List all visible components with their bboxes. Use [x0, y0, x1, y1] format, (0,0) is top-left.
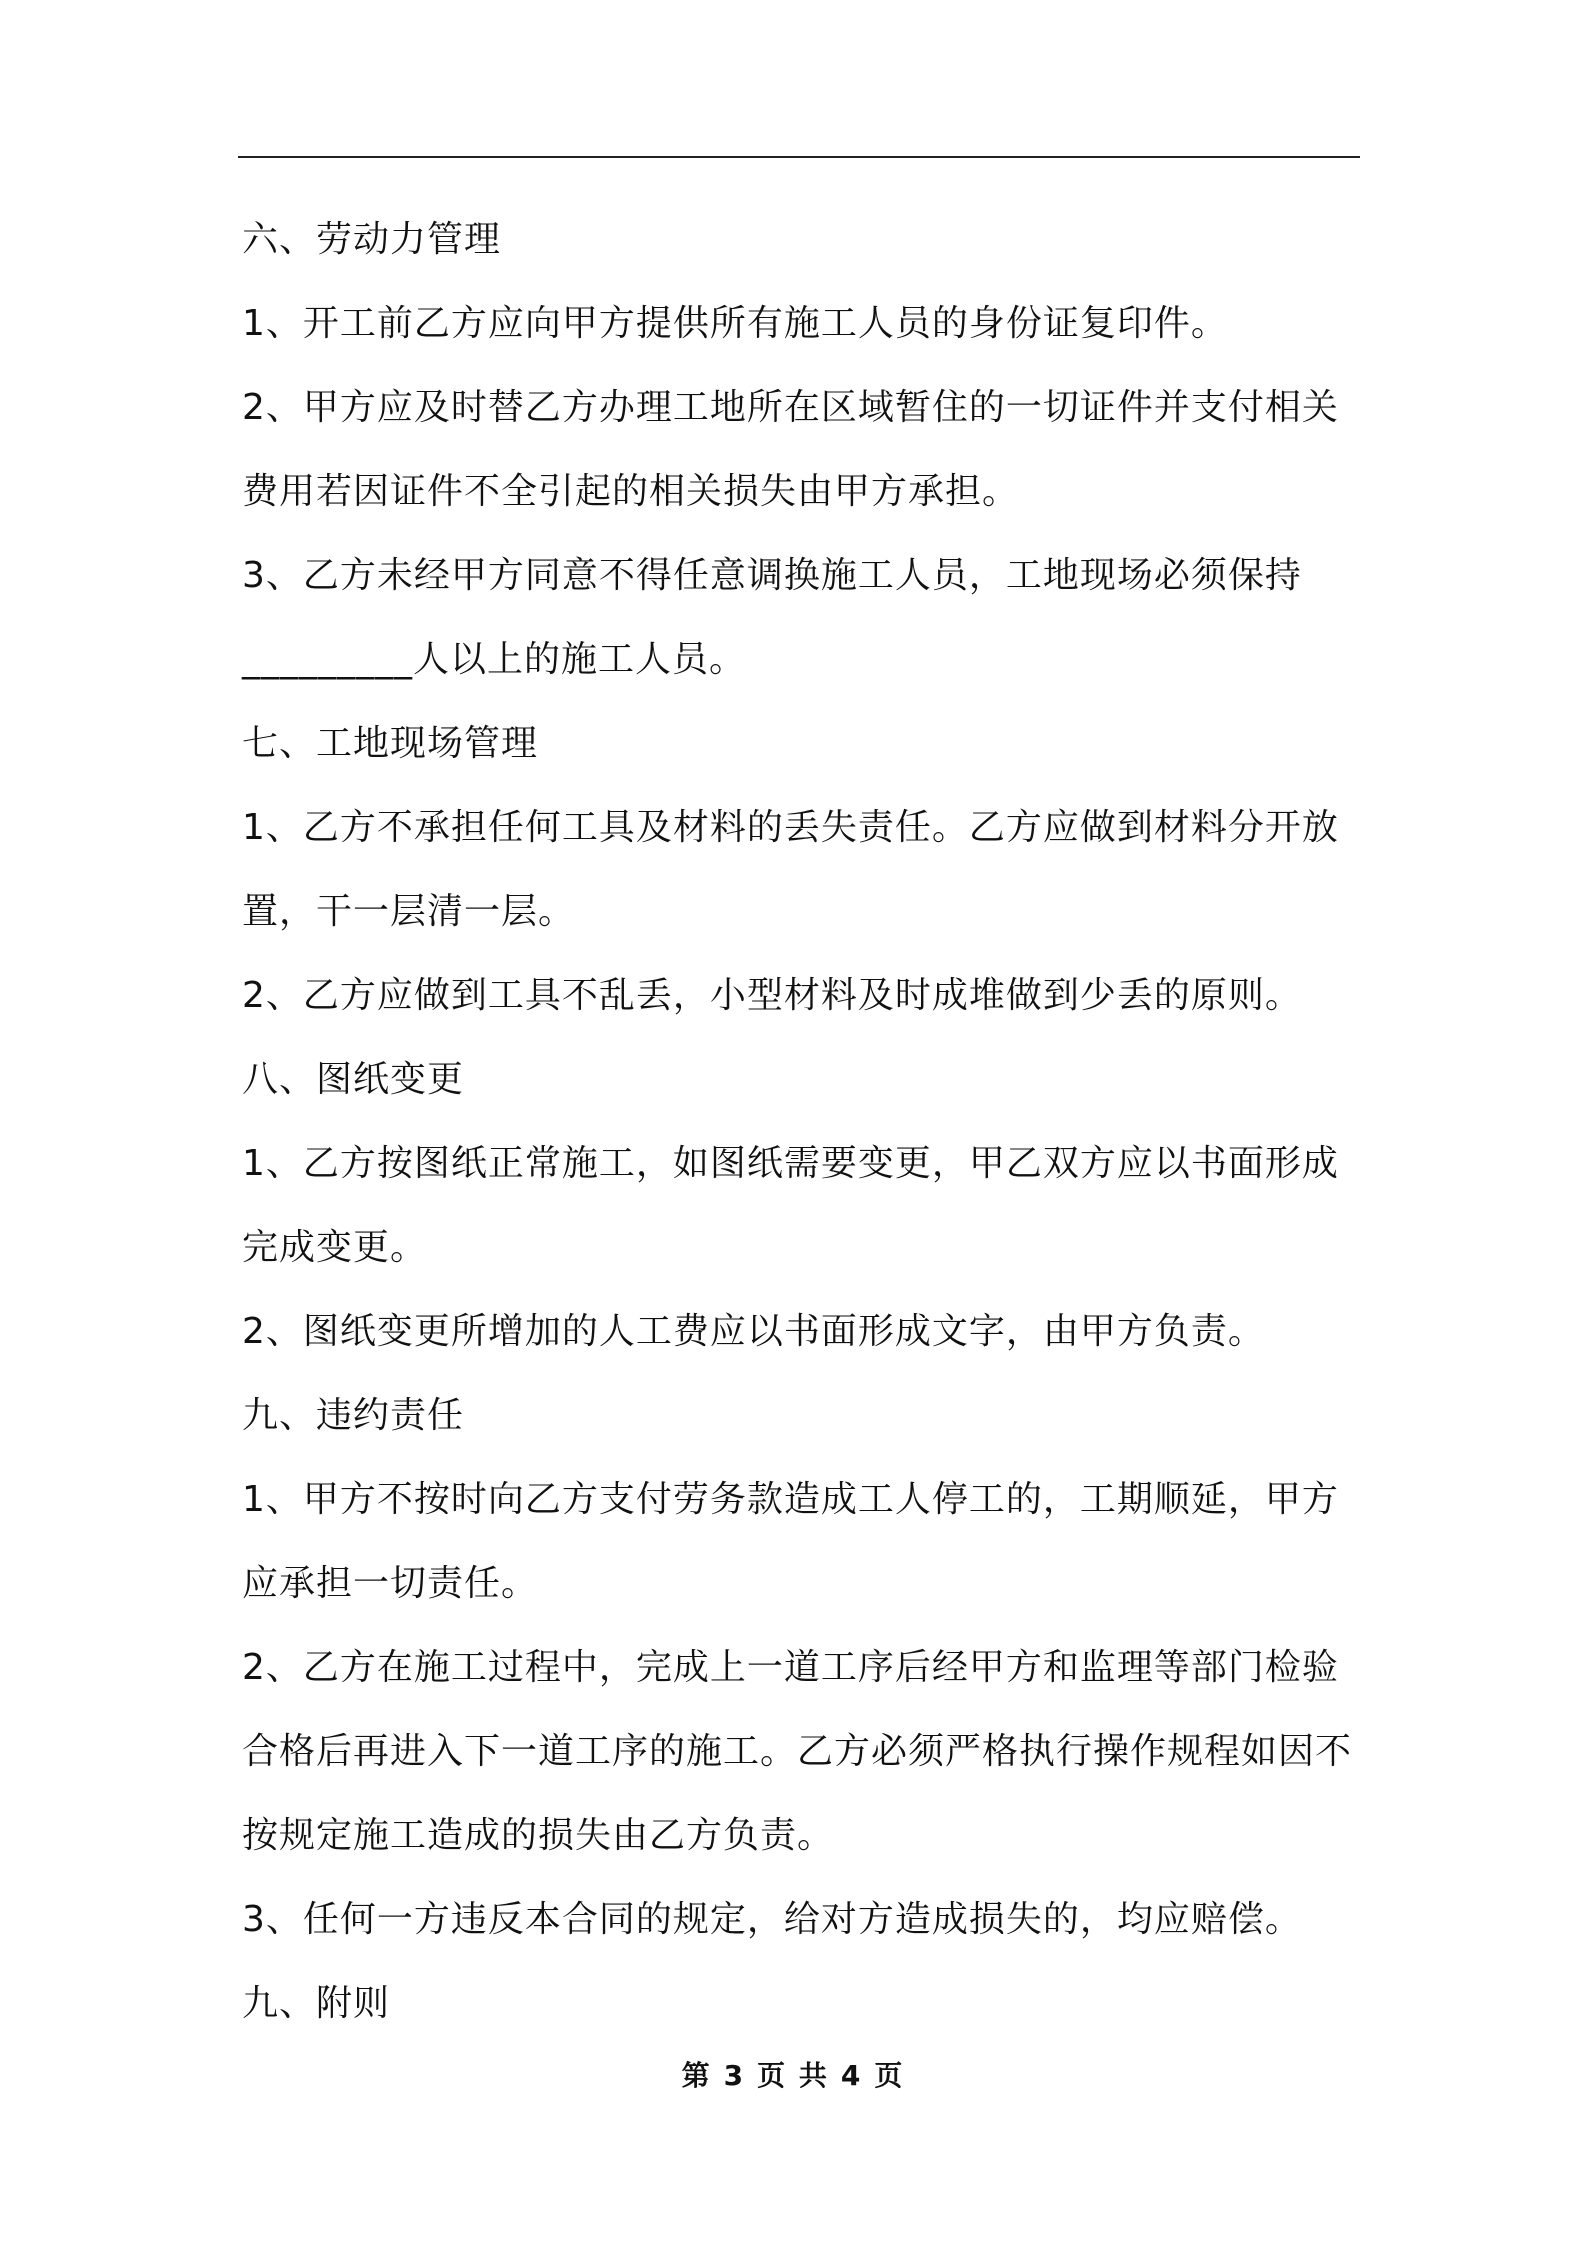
page-number-footer — [0, 2054, 1586, 2094]
paragraph-line: 2、图纸变更所增加的人工费应以书面形成文字，由甲方负责。 — [242, 1311, 1265, 1352]
paragraph-line: 1、乙方按图纸正常施工，如图纸需要变更，甲乙双方应以书面形成 — [242, 1143, 1339, 1184]
paragraph-line: 合格后再进入下一道工序的施工。乙方必须严格执行操作规程如因不 — [242, 1731, 1353, 1772]
section-heading-appendix: 九、附则 — [242, 1983, 391, 2024]
footer-mid: 页 共 — [757, 2059, 829, 2092]
footer-prefix: 第 — [681, 2059, 712, 2092]
paragraph-line: 3、任何一方违反本合同的规定，给对方造成损失的，均应赔偿。 — [242, 1899, 1302, 1940]
paragraph-line: 2、乙方应做到工具不乱丢，小型材料及时成堆做到少丢的原则。 — [242, 975, 1302, 1016]
paragraph-line: 2、乙方在施工过程中，完成上一道工序后经甲方和监理等部门检验 — [242, 1647, 1339, 1688]
paragraph-line: 1、乙方不承担任何工具及材料的丢失责任。乙方应做到材料分开放 — [242, 807, 1339, 848]
current-page-number: 3 — [723, 2059, 746, 2092]
paragraph-line: _________人以上的施工人员。 — [242, 639, 747, 680]
document-body — [242, 198, 1362, 2046]
section-heading-drawing: 八、图纸变更 — [242, 1059, 465, 1100]
total-pages-number: 4 — [840, 2059, 863, 2092]
paragraph-line: 1、甲方不按时向乙方支付劳务款造成工人停工的，工期顺延，甲方 — [242, 1479, 1339, 1520]
header-divider — [238, 156, 1360, 158]
paragraph-line: 3、乙方未经甲方同意不得任意调换施工人员，工地现场必须保持 — [242, 555, 1302, 596]
paragraph-line: 完成变更。 — [242, 1227, 428, 1268]
section-heading-breach: 九、违约责任 — [242, 1395, 465, 1436]
section-heading-labor: 六、劳动力管理 — [242, 219, 502, 260]
paragraph-line: 按规定施工造成的损失由乙方负责。 — [242, 1815, 835, 1856]
paragraph-line: 2、甲方应及时替乙方办理工地所在区域暂住的一切证件并支付相关 — [242, 387, 1339, 428]
paragraph-line: 1、开工前乙方应向甲方提供所有施工人员的身份证复印件。 — [242, 303, 1228, 344]
paragraph-line: 应承担一切责任。 — [242, 1563, 539, 1604]
section-heading-site: 七、工地现场管理 — [242, 723, 539, 764]
footer-suffix: 页 — [874, 2059, 905, 2092]
paragraph-line: 置，干一层清一层。 — [242, 891, 576, 932]
paragraph-line: 费用若因证件不全引起的相关损失由甲方承担。 — [242, 471, 1020, 512]
